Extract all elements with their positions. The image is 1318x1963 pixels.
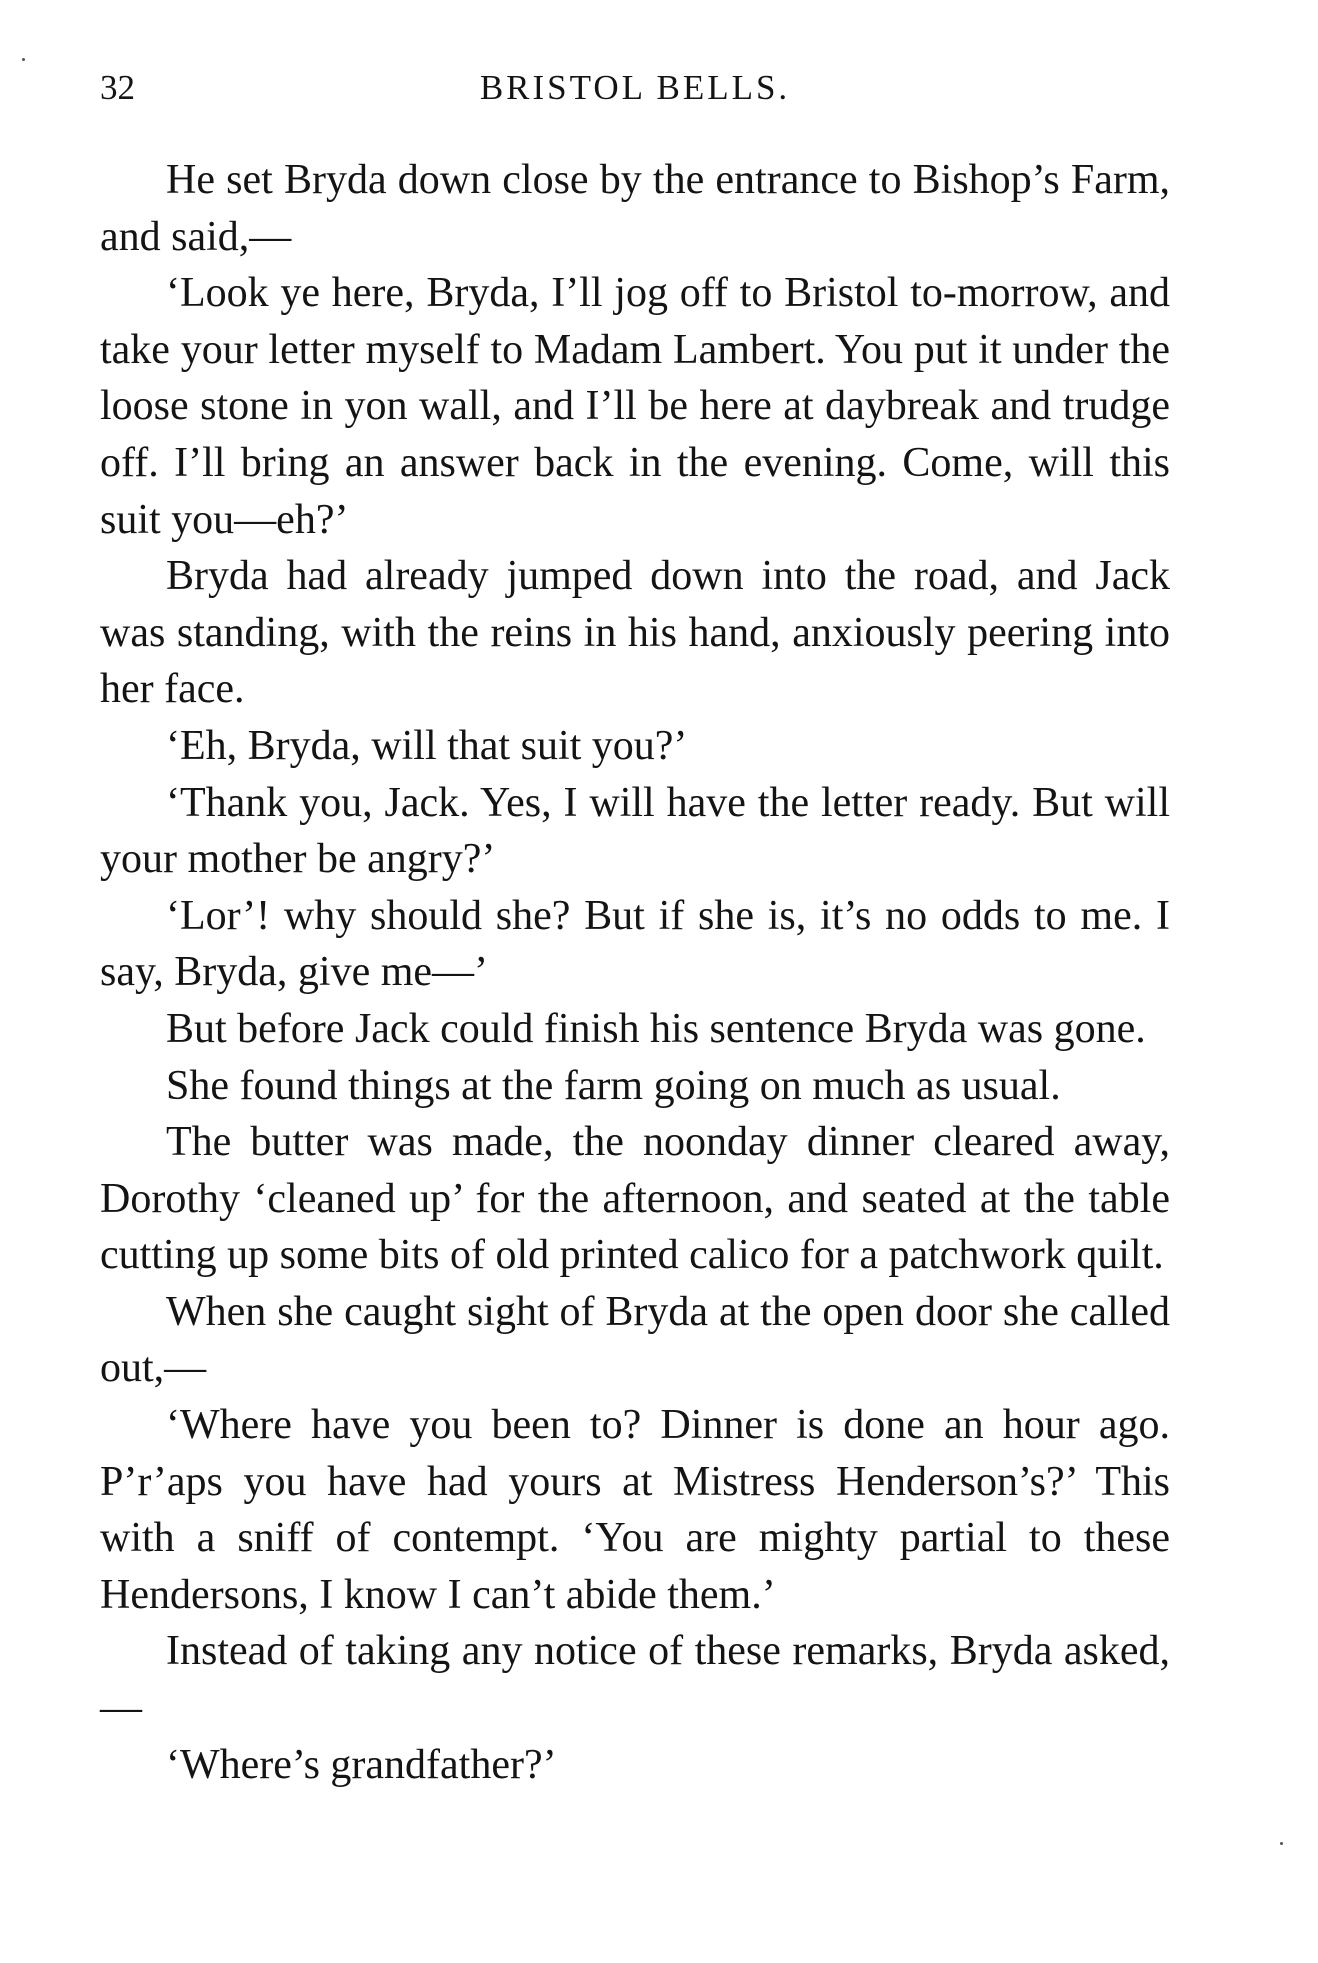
- paragraph: Bryda had already jumped down into the road, and Jack was standing, with the reins in his hand, anxiously peering into her face.: [100, 553, 1170, 713]
- paragraph: Instead of taking any notice of these remarks, Bryda asked,—: [100, 1628, 1170, 1732]
- paragraph: ‘Look ye here, Bryda, I’ll jog off to Bristol to-morrow, and take your letter myself to Madam Lambert. You put it under the loose stone in yon wall, and I’ll be here at daybreak and trudge off. I’ll bring an answer back in the evening. Come, will this suit you—eh?’: [100, 270, 1170, 543]
- paragraph: ‘Lor’! why should she? But if she is, it’s no odds to me. I say, Bryda, give me—’: [100, 892, 1170, 996]
- paragraph: ‘Eh, Bryda, will that suit you?’: [166, 722, 688, 769]
- paragraph: ‘Thank you, Jack. Yes, I will have the letter ready. But will your mother be angry?’: [100, 779, 1170, 883]
- paper-speck: [1280, 1842, 1283, 1845]
- running-head: [100, 68, 1170, 118]
- paragraph: When she caught sight of Bryda at the open door she called out,—: [100, 1288, 1170, 1392]
- paragraph: The butter was made, the noonday dinner cleared away, Dorothy ‘cleaned up’ for the afternoon, and seated at the table cutting up some bits of old printed calico for a patchwork quilt.: [100, 1119, 1170, 1279]
- paragraph: ‘Where have you been to? Dinner is done an hour ago. P’r’aps you have had yours at Mistress Henderson’s?’ This with a sniff of contempt. ‘You are mighty partial to these Hendersons, I know I can’t abide them.’: [100, 1402, 1170, 1618]
- paper-speck: [22, 58, 25, 61]
- paragraph: She found things at the farm going on much as usual.: [166, 1062, 1061, 1109]
- paragraph: But before Jack could finish his sentence Bryda was gone.: [166, 1005, 1146, 1052]
- page-number: 32: [100, 68, 135, 107]
- running-title: BRISTOL BELLS.: [479, 68, 791, 107]
- paragraph: He set Bryda down close by the entrance to Bishop’s Farm, and said,—: [100, 157, 1170, 260]
- paragraph: ‘Where’s grandfather?’: [166, 1741, 557, 1788]
- text-body: [100, 152, 1170, 1793]
